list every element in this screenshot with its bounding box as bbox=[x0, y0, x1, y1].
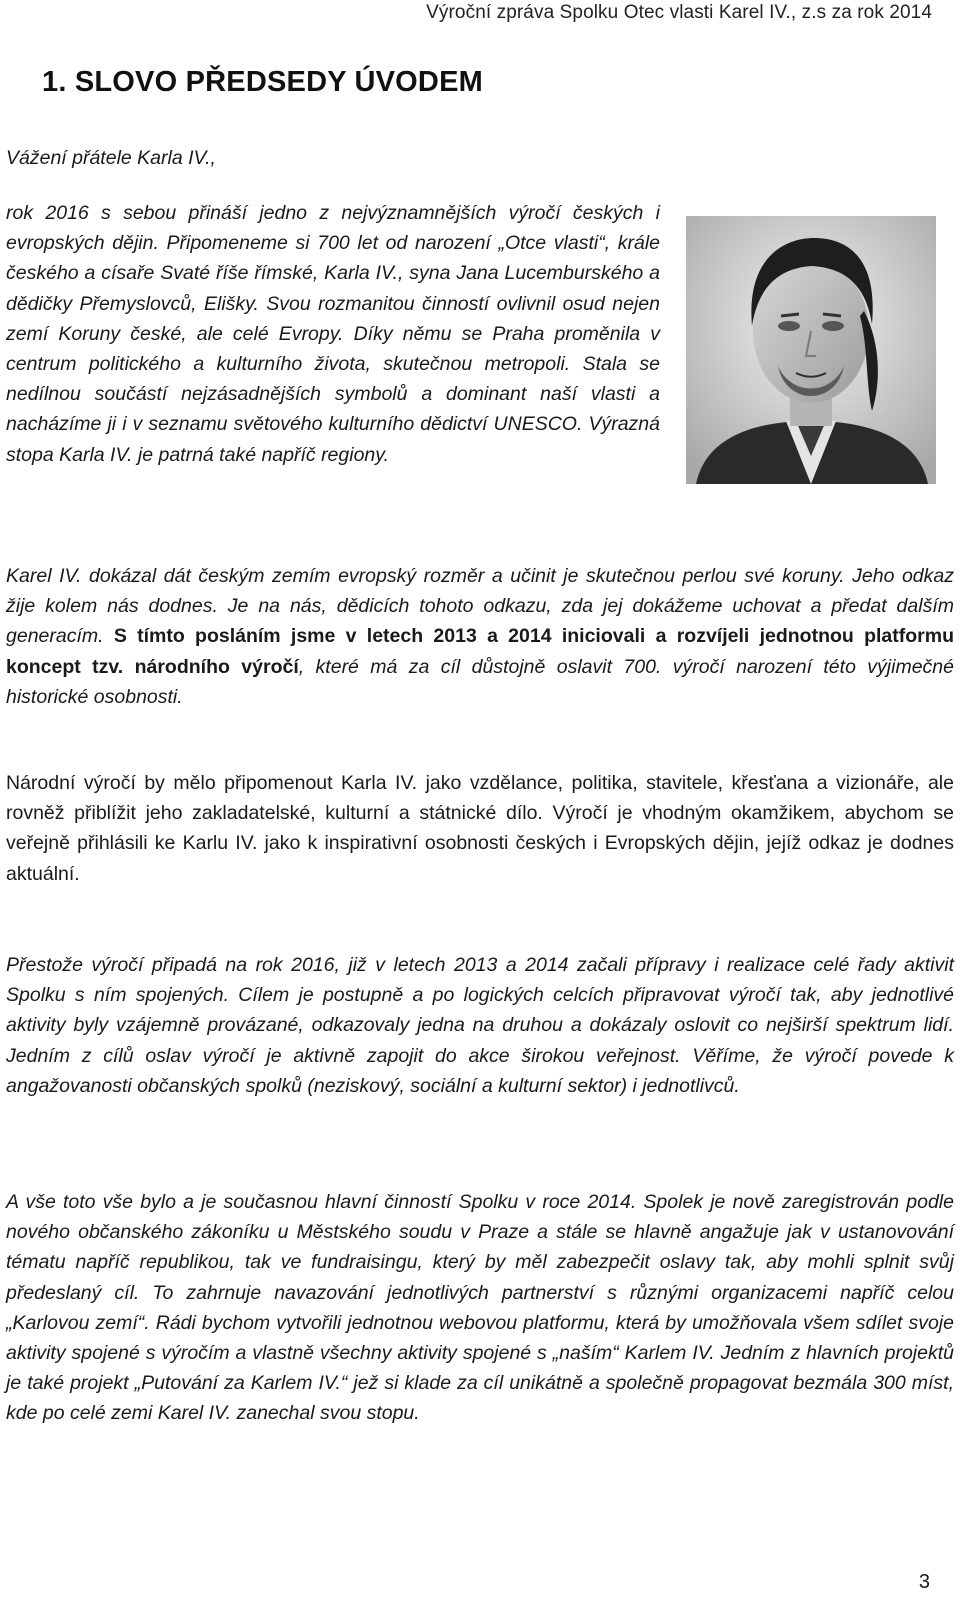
paragraph-legacy bbox=[6, 561, 954, 712]
salutation: Vážení přátele Karla IV., bbox=[6, 147, 216, 169]
paragraph-national-anniversary: Národní výročí by mělo připomenout Karla IV. jako vzdělance, politika, stavitele, křesťana a vizionáře, ale rovněž přiblížit jeho zakladatelské, kulturní a státnické dílo. Výročí je vhodným okamžikem, abychom se veřejně přihlásili ke Karlu IV. jako k inspirativní osobnosti českých i Evropských dějin, jejíž odkaz je dodnes aktuální. bbox=[6, 772, 954, 885]
paragraph-activities-2014: A vše toto vše bylo a je současnou hlavní činností Spolku v roce 2014. Spolek je nově zaregistrován podle nového občanského zákoníku u Městského soudu v Praze a stále se hlavně angažuje jak v ustanovování tématu napříč republikou, tak ve fundraisingu, který by měl zabezpečit oslavy tak, aby mohli splnit svůj předeslaný cíl. To zahrnuje navazování jednotlivých partnerství s různými organizacemi napříč celou „Karlovou zemí“. Rádi bychom vytvořili jednotnou webovou platformu, která by umožňovala všem sdílet svoje aktivity spojené s výročím a vlastně všechny aktivity spojené s „naším“ Karlem IV. Jedním z hlavních projektů je také projekt „Putování za Karlem IV.“ jež si klade za cíl unikátně a společně propagovat bezmála 300 míst, kde po celé zemi Karel IV. zanechal svou stopu. bbox=[6, 1191, 954, 1425]
paragraph-legacy-text-c: , které má za cíl důstojně oslavit 700. výročí narození této výjimečné historické osobnosti. bbox=[6, 655, 954, 708]
page-number: 3 bbox=[918, 1571, 930, 1593]
section-title: 1. SLOVO PŘEDSEDY ÚVODEM bbox=[42, 66, 483, 98]
running-header: Výroční zpráva Spolku Otec vlasti Karel IV., z.s za rok 2014 bbox=[426, 2, 932, 23]
chairman-portrait-photo bbox=[686, 216, 936, 484]
paragraph-legacy-text-a: Karel IV. dokázal dát českým zemím evropský rozměr a učinit je skutečnou perlou své koruny. Jeho odkaz žije kolem nás dodnes. Je na nás, dědicích tohoto odkazu, zda jej dokážeme uchovat a předat dalším generacím. bbox=[6, 565, 954, 648]
paragraph-legacy-bold-text: S tímto posláním jsme v letech 2013 a 2014 iniciovali a rozvíjeli jednotnou platformu koncept tzv. národního výročí bbox=[6, 625, 954, 678]
paragraph-preparations: Přestože výročí připadá na rok 2016, již v letech 2013 a 2014 začali přípravy i realizace celé řady aktivit Spolku s ním spojených. Cílem je postupně a po logických celcích připravovat výročí tak, aby jednotlivé aktivity byly vzájemně provázané, odkazovaly jedna na druhou a dokázaly oslovit co nejširší spektrum lidí. Jedním z cílů oslav výročí je aktivně zapojit do akce širokou veřejnost. Věříme, že výročí povede k angažovanosti občanských spolků (neziskový, sociální a kulturní sektor) i jednotlivců. bbox=[6, 954, 954, 1097]
intro-paragraph: rok 2016 s sebou přináší jedno z nejvýznamnějších výročí českých i evropských dějin. Připomeneme si 700 let od narození „Otce vlasti“, krále českého a císaře Svaté říše římské, Karla IV., syna Jana Lucemburského a dědičky Přemyslovců, Elišky. Svou rozmanitou činností ovlivnil osud nejen zemí Koruny české, ale celé Evropy. Díky němu se Praha proměnila v centrum politického a kulturního života, skutečnou metropoli. Stala se nedílnou součástí nejzásadnějších symbolů a dominant naší vlasti a nacházíme ji i v seznamu světového kulturního dědictví UNESCO. Výrazná stopa Karla IV. je patrná také napříč regiony. bbox=[6, 202, 660, 466]
